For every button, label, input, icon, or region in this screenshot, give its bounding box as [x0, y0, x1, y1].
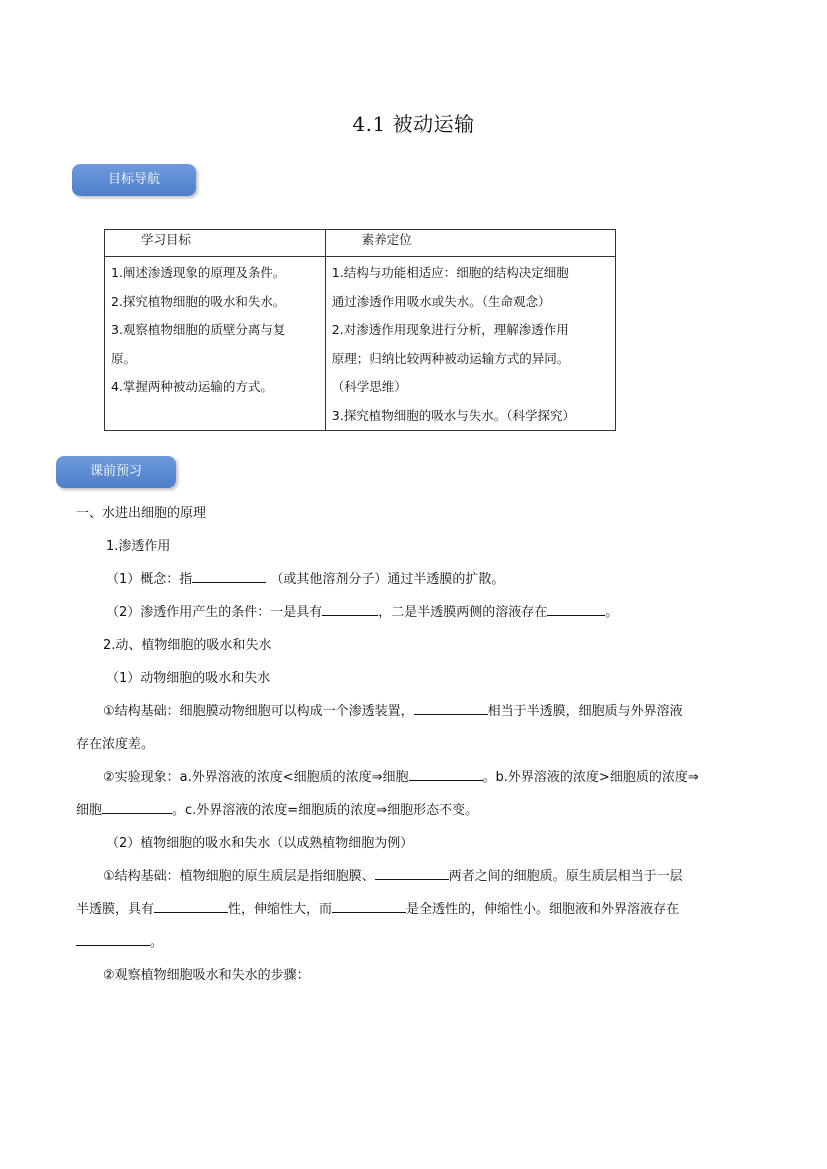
text: 。 — [150, 935, 164, 950]
text: 是全透性的，伸缩性小。细胞液和外界溶液存在 — [406, 902, 680, 917]
text: ①结构基础：植物细胞的原生质层是指细胞膜、 — [103, 869, 375, 884]
text: （2）渗透作用产生的条件：一是具有 — [106, 605, 323, 620]
cell-line: 1.结构与功能相适应：细胞的结构决定细胞 — [331, 265, 569, 280]
subheading: （2）植物细胞的吸水和失水（以成熟植物细胞为例） — [106, 836, 414, 851]
cell-line: 原。 — [111, 350, 137, 366]
text: 性，伸缩性大，而 — [228, 902, 333, 917]
fill-blank[interactable] — [76, 933, 150, 946]
table-header-cell: 学习目标 — [105, 230, 326, 257]
cell-line: （科学思维） — [331, 379, 407, 394]
text: 相当于半透膜，细胞质与外界溶液 — [487, 704, 683, 719]
text: ②实验现象：a.外界溶液的浓度<细胞质的浓度⇒细胞 — [103, 770, 409, 785]
cell-line: 1.阐述渗透现象的原理及条件。 — [111, 265, 286, 280]
text: ，二是半透膜两侧的溶液存在 — [378, 605, 548, 620]
section-badge-preview: 课前预习 — [56, 456, 176, 488]
table-header-cell: 素养定位 — [325, 230, 615, 257]
fill-blank[interactable] — [414, 702, 488, 715]
cell-line: 原理；归纳比较两种被动运输方式的异同。 — [331, 350, 570, 366]
section-heading: 一、水进出细胞的原理 — [76, 506, 207, 521]
cell-line: 2.探究植物细胞的吸水和失水。 — [111, 293, 286, 309]
subheading: 2.动、植物细胞的吸水和失水 — [103, 638, 272, 653]
subheading: （1）动物细胞的吸水和失水 — [106, 671, 271, 686]
paragraph — [76, 596, 756, 629]
section-badge-goals: 目标导航 — [72, 164, 196, 196]
text: 。b.外界溶液的浓度>细胞质的浓度⇒ — [482, 770, 699, 785]
paragraph — [76, 860, 756, 959]
learning-goals-cell — [105, 257, 326, 431]
competency-cell — [325, 257, 615, 431]
cell-line: 2.对渗透作用现象进行分析，理解渗透作用 — [331, 322, 569, 337]
fill-blank[interactable] — [102, 801, 172, 814]
fill-blank[interactable] — [409, 768, 483, 781]
fill-blank[interactable] — [322, 603, 378, 616]
page-title: 4.1 被动运输 — [352, 112, 475, 136]
text: （或其他溶剂分子）通过半透膜的扩散。 — [266, 572, 505, 587]
paragraph — [76, 761, 756, 827]
preview-content — [76, 497, 756, 992]
cell-line: 3.观察植物细胞的质壁分离与复 — [111, 322, 286, 337]
fill-blank[interactable] — [547, 603, 605, 616]
text: 。 — [605, 605, 619, 620]
text: （1）概念：指 — [106, 572, 193, 587]
table-row — [105, 257, 616, 431]
goals-table — [104, 229, 616, 431]
subheading: 1.渗透作用 — [106, 539, 171, 554]
cell-line: 通过渗透作用吸水或失水。（生命观念） — [331, 293, 551, 309]
text: 存在浓度差。 — [76, 737, 155, 752]
cell-line: 4.掌握两种被动运输的方式。 — [111, 379, 273, 394]
table-header-row — [105, 230, 616, 257]
text: 半透膜，具有 — [76, 902, 155, 917]
text: ①结构基础：细胞膜动物细胞可以构成一个渗透装置， — [103, 704, 414, 719]
paragraph: ②观察植物细胞吸水和失水的步骤： — [103, 968, 310, 983]
fill-blank[interactable] — [192, 570, 266, 583]
paragraph — [76, 563, 756, 596]
paragraph — [76, 695, 756, 761]
cell-line: 3.探究植物细胞的吸水与失水。（科学探究） — [331, 407, 575, 423]
text: 两者之间的细胞质。原生质层相当于一层 — [448, 869, 683, 884]
fill-blank[interactable] — [154, 900, 228, 913]
fill-blank[interactable] — [332, 900, 406, 913]
fill-blank[interactable] — [375, 867, 449, 880]
text: 。c.外界溶液的浓度=细胞质的浓度⇒细胞形态不变。 — [172, 803, 479, 818]
text: 细胞 — [76, 803, 103, 818]
